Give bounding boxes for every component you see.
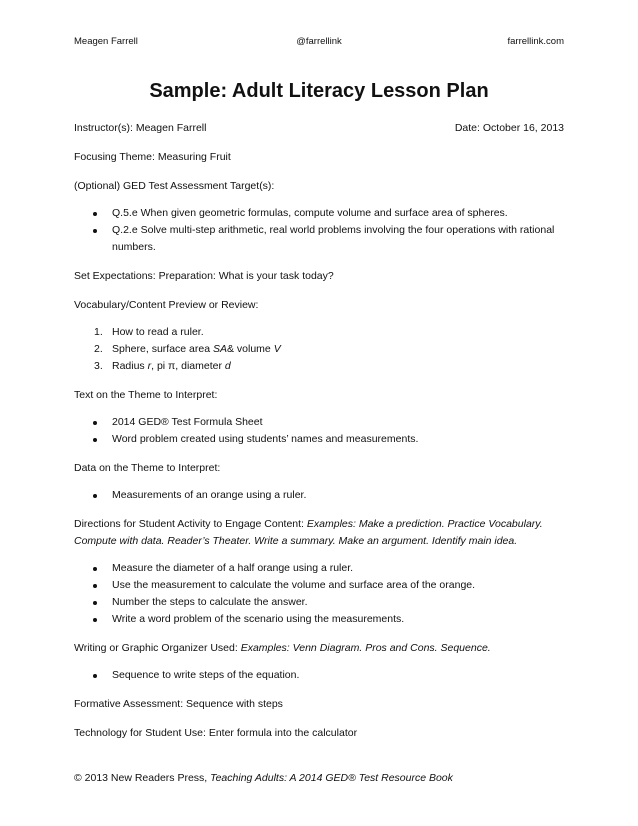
list-item: Sequence to write steps of the equation. xyxy=(74,667,564,684)
organizer-paragraph xyxy=(74,640,564,657)
lesson-plan-body xyxy=(74,120,564,742)
list-item: Use the measurement to calculate the volume and surface area of the orange. xyxy=(74,577,564,594)
organizer-list xyxy=(74,667,564,684)
list-item: 2014 GED® Test Formula Sheet xyxy=(74,414,564,431)
list-number: 2. xyxy=(94,343,103,355)
technology-use: Technology for Student Use: Enter formula into the calculator xyxy=(74,727,358,739)
instructor-row xyxy=(74,120,564,137)
text-theme-label: Text on the Theme to Interpret: xyxy=(74,389,218,401)
vocab-symbol: SA xyxy=(212,343,227,355)
header-author: Meagen Farrell xyxy=(74,36,138,47)
ged-targets-list xyxy=(74,205,564,256)
data-theme-list xyxy=(74,487,564,504)
formative-assessment: Formative Assessment: Sequence with steps xyxy=(74,698,283,710)
directions-examples: Examples: Make a prediction. Practice Vocabulary. Compute with data. Reader’s Theater. Write a summary. Make an argument. Identify main idea. xyxy=(74,518,543,547)
set-expectations: Set Expectations: Preparation: What is your task today? xyxy=(74,270,334,282)
vocab-symbol: r xyxy=(147,360,152,372)
text-theme-list xyxy=(74,414,564,448)
footer-book-title: Teaching Adults: A 2014 GED® Test Resource Book xyxy=(210,772,453,784)
list-item: Q.5.e When given geometric formulas, compute volume and surface area of spheres. xyxy=(74,205,564,222)
list-item xyxy=(74,341,564,358)
list-item xyxy=(74,358,564,375)
vocabulary-label: Vocabulary/Content Preview or Review: xyxy=(74,299,259,311)
vocab-symbol: d xyxy=(224,360,231,372)
vocab-text: & volume xyxy=(227,343,274,355)
page-title: Sample: Adult Literacy Lesson Plan xyxy=(149,80,489,102)
list-item: Measure the diameter of a half orange using a ruler. xyxy=(74,560,564,577)
list-item: Number the steps to calculate the answer. xyxy=(74,594,564,611)
vocab-text: Sphere, surface area xyxy=(112,343,213,355)
list-item: Write a word problem of the scenario using the measurements. xyxy=(74,611,564,628)
data-theme-label: Data on the Theme to Interpret: xyxy=(74,462,221,474)
footer-copyright: © 2013 New Readers Press, xyxy=(74,772,211,784)
directions-paragraph xyxy=(74,516,564,550)
vocabulary-list xyxy=(74,324,564,375)
instructor-text: Instructor(s): Meagen Farrell xyxy=(74,122,207,134)
vocab-text: How to read a ruler. xyxy=(112,326,204,338)
organizer-examples: Examples: Venn Diagram. Pros and Cons. Sequence. xyxy=(240,642,491,654)
page-footer xyxy=(74,772,453,784)
ged-targets-label: (Optional) GED Test Assessment Target(s): xyxy=(74,180,275,192)
list-item: Q.2.e Solve multi-step arithmetic, real world problems involving the four operations with rational numbers. xyxy=(74,222,564,256)
header-site: farrellink.com xyxy=(507,36,564,47)
list-item: Word problem created using students’ names and measurements. xyxy=(74,431,564,448)
vocab-text: Radius xyxy=(112,360,148,372)
list-number: 3. xyxy=(94,360,103,372)
directions-list xyxy=(74,560,564,628)
list-item xyxy=(74,324,564,341)
vocab-symbol: V xyxy=(273,343,281,355)
focusing-theme: Focusing Theme: Measuring Fruit xyxy=(74,151,231,163)
list-item: Measurements of an orange using a ruler. xyxy=(74,487,564,504)
date-text: Date: October 16, 2013 xyxy=(454,122,564,134)
organizer-label: Writing or Graphic Organizer Used: xyxy=(74,642,241,654)
directions-label: Directions for Student Activity to Engage Content: xyxy=(74,518,307,530)
page-header xyxy=(74,36,564,50)
list-number: 1. xyxy=(94,326,103,338)
vocab-text: , pi π, diameter xyxy=(151,360,225,372)
header-handle: @farrellink xyxy=(296,36,342,47)
